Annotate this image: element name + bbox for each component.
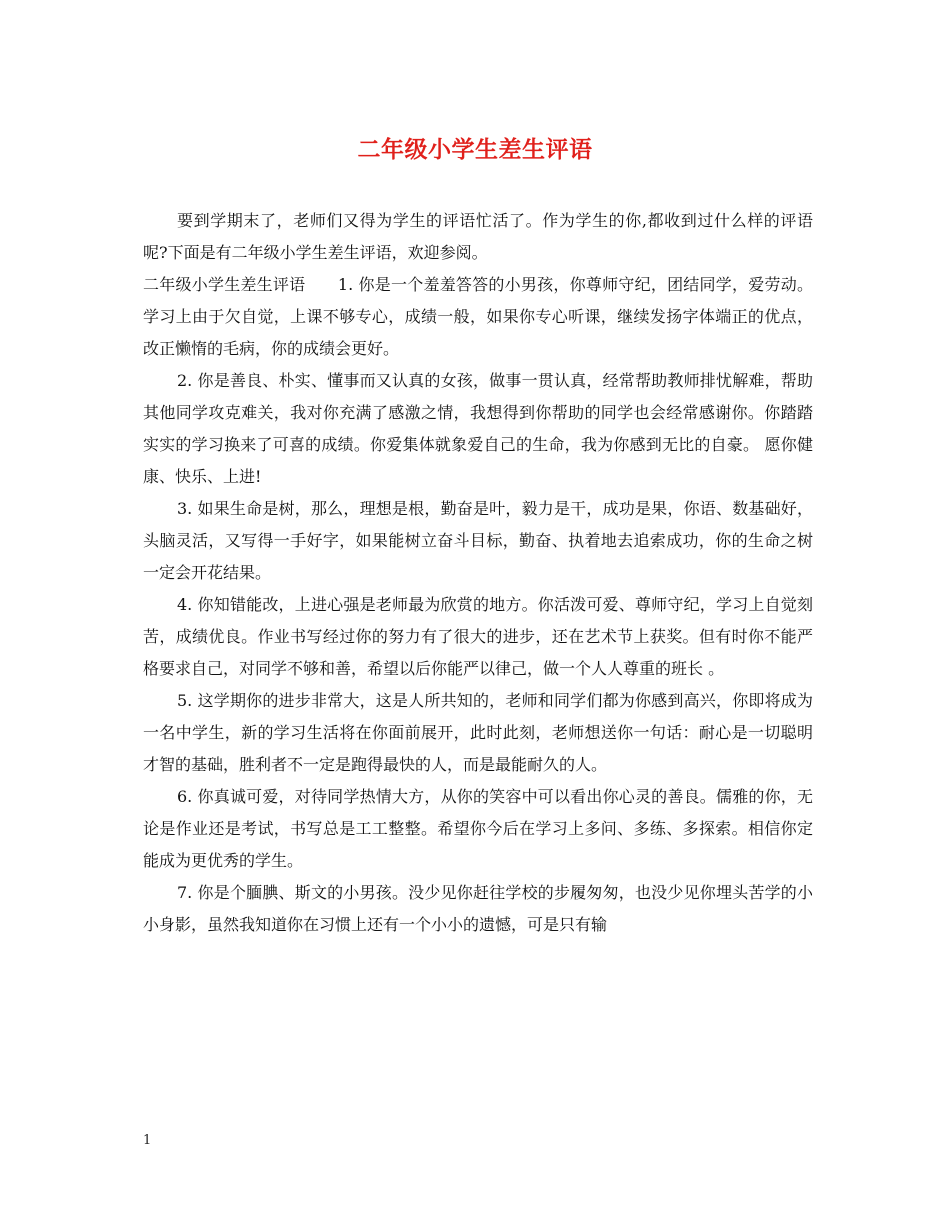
page-title: 二年级小学生差生评语: [357, 136, 593, 163]
intro-paragraph: 要到学期末了，老师们又得为学生的评语忙活了。作为学生的你,都收到过什么样的评语呢?下面是有二年级小学生差生评语，欢迎参阅。: [143, 211, 813, 262]
comment-item-6: 6. 你真诚可爱，对待同学热情大方，从你的笑容中可以看出你心灵的善良。儒雅的你，无论是作业还是考试，书写总是工工整整。希望你今后在学习上多问、多练、多探索。相信你定能成为更优秀的学生。: [143, 787, 813, 870]
comment-item-2: 2. 你是善良、朴实、懂事而又认真的女孩，做事一贯认真，经常帮助教师排忧解难，帮助其他同学攻克难关，我对你充满了感激之情，我想得到你帮助的同学也会经常感谢你。你踏踏实实的学习换来了可喜的成绩。你爱集体就象爱自己的生命，我为你感到无比的自豪。 愿你健康、快乐、上进!: [143, 371, 813, 486]
comment-item-4: 4. 你知错能改，上进心强是老师最为欣赏的地方。你活泼可爱、尊师守纪，学习上自觉刻苦，成绩优良。作业书写经过你的努力有了很大的进步，还在艺术节上获奖。但有时你不能严格要求自己，对同学不够和善，希望以后你能严以律己，做一个人人尊重的班长 。: [143, 595, 813, 678]
page-number: 1: [143, 1133, 152, 1148]
comment-item-5: 5. 这学期你的进步非常大，这是人所共知的，老师和同学们都为你感到高兴，你即将成为一名中学生，新的学习生活将在你面前展开，此时此刻，老师想送你一句话：耐心是一切聪明才智的基础，胜利者不一定是跑得最快的人，而是最能耐久的人。: [143, 691, 813, 774]
comment-item-7: 7. 你是个腼腆、斯文的小男孩。没少见你赶往学校的步履匆匆，也没少见你埋头苦学的小小身影，虽然我知道你在习惯上还有一个小小的遗憾，可是只有输: [143, 883, 813, 934]
comment-item-3: 3. 如果生命是树，那么，理想是根，勤奋是叶，毅力是干，成功是果，你语、数基础好，头脑灵活，又写得一手好字，如果能树立奋斗目标，勤奋、执着地去追索成功，你的生命之树一定会开花结果。: [143, 499, 813, 582]
document-body: [143, 205, 813, 941]
comment-item-1: 二年级小学生差生评语 1. 你是一个羞羞答答的小男孩，你尊师守纪，团结同学，爱劳动。学习上由于欠自觉，上课不够专心，成绩一般，如果你专心听课，继续发扬字体端正的优点，改正懒惰的毛病，你的成绩会更好。: [143, 275, 813, 358]
